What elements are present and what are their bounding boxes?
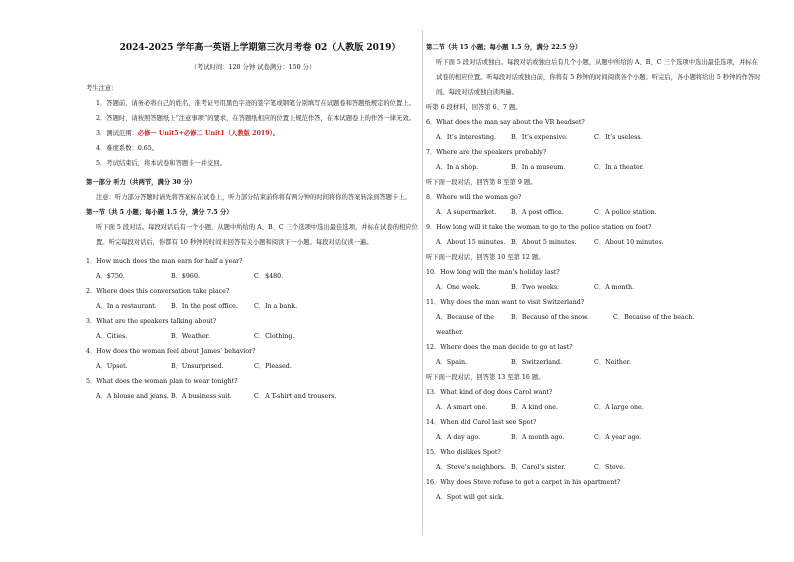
options <box>86 269 420 284</box>
option-a: A．One week. <box>436 284 481 291</box>
option-b: B．Carol’s sister. <box>511 464 566 471</box>
option-b: B．Because of the snow. <box>511 314 589 321</box>
question-text: 2．Where does this conversation take place? <box>86 288 230 295</box>
question-text: 8．Where will the woman go? <box>426 194 522 201</box>
option-c: C．A large one. <box>594 404 644 411</box>
option-c: C．In a theater. <box>594 164 645 171</box>
option-a: A．Because of the weather. <box>436 314 494 336</box>
question-text: 16．Why does Steve refuse to get a carpet in his apartment? <box>426 479 621 486</box>
option-c: C．Steve. <box>594 464 625 471</box>
option-c: C．It’s useless. <box>594 134 643 141</box>
part1-intro: 注意：听力部分答题时请先将答案标在试卷上，听力部分结束前你将有两分钟的时间将你的答案转涂到答题卡上。 <box>96 194 411 201</box>
option-b: B．About 5 minutes. <box>511 239 577 246</box>
option-a: A．Steve’s neighbors. <box>436 464 506 471</box>
option-b: B．A month ago. <box>511 434 565 441</box>
notice-item-5: 5．考试结束后，将本试卷和答题卡一并交回。 <box>96 160 226 167</box>
notice-item-4: 4．难度系数：0.65。 <box>96 145 159 152</box>
options <box>426 280 764 295</box>
question-14 <box>426 415 764 445</box>
option-a: A．It’s interesting. <box>436 134 497 141</box>
option-c: C．Neither. <box>594 359 631 366</box>
scope-value: 必修一 Unit5+必修二 Unit1（人教版 2019）。 <box>137 130 280 137</box>
section2-heading: 第二节（共 15 小题；每小题 1.5 分，满分 22.5 分） <box>426 44 582 51</box>
lead-text: 听下面一段对话，回答第 13 至第 16 题。 <box>426 374 545 381</box>
option-a: A．A supermarket. <box>436 209 497 216</box>
option-a: A．$750. <box>96 273 125 280</box>
option-c: C．A police station. <box>594 209 657 216</box>
options <box>426 355 764 370</box>
option-b: B．A kind one. <box>511 404 558 411</box>
notice-item-2: 2．答题时，请按照答题纸上“注意事项”的要求，在答题纸相应的位置上规范作答，在本试题卷上的作答一律无效。 <box>96 115 415 122</box>
question-13 <box>426 385 764 415</box>
options <box>426 130 764 145</box>
options <box>426 160 764 175</box>
question-text: 7．Where are the speakers probably? <box>426 149 547 156</box>
question-7 <box>426 145 764 175</box>
option-b: B．Unsurprised. <box>171 363 224 370</box>
option-b: B．In a museum. <box>511 164 566 171</box>
exam-info: （考试时间：120 分钟 试卷满分：150 分） <box>190 64 316 71</box>
column-divider <box>422 30 423 535</box>
question-12 <box>426 340 764 370</box>
notice-heading: 考生注意： <box>86 85 118 92</box>
options <box>426 205 764 220</box>
option-a: A．Spain. <box>436 359 468 366</box>
option-a: A．In a shop. <box>436 164 479 171</box>
question-text: 5．What does the woman plan to wear tonight? <box>86 378 238 385</box>
option-c: C．A year ago. <box>594 434 642 441</box>
question-16 <box>426 475 764 505</box>
option-c: C．Clothing. <box>254 333 295 340</box>
options <box>426 460 764 475</box>
option-b: B．Weather. <box>171 333 210 340</box>
option-c: C．A month. <box>594 284 635 291</box>
option-b: B．In the post office. <box>171 303 238 310</box>
option-c: C．A T-shirt and trousers. <box>254 393 337 400</box>
option-c: C．In a bank. <box>254 303 298 310</box>
options <box>86 359 420 374</box>
question-8 <box>426 190 764 220</box>
question-3 <box>86 314 420 344</box>
option-a: A．A smart one. <box>436 404 488 411</box>
option-a: A．In a restaurant. <box>96 303 157 310</box>
question-15 <box>426 445 764 475</box>
page-title: 2024-2025 学年高一英语上学期第三次月考卷 02（人教版 2019） <box>119 43 401 53</box>
option-a: A．Cities. <box>96 333 128 340</box>
option-b: B．It’s expensive. <box>511 134 568 141</box>
option-a: A．Spot will get sick. <box>436 494 504 501</box>
option-a: A．A blouse and jeans. <box>96 393 169 400</box>
right-column <box>426 40 764 505</box>
option-c: C．About 10 minutes. <box>594 239 664 246</box>
question-text: 15．Who dislikes Spot? <box>426 449 501 456</box>
question-text: 10．How long will the man’s holiday last? <box>426 269 560 276</box>
options <box>86 389 420 404</box>
option-c: C．Because of the beach. <box>613 314 695 321</box>
options <box>426 400 764 415</box>
option-b: B．A post office. <box>511 209 564 216</box>
option-a: A．A day ago. <box>436 434 481 441</box>
notice-item-3 <box>86 126 420 141</box>
question-10 <box>426 265 764 295</box>
option-c: C．$480. <box>254 273 284 280</box>
section1-heading: 第一节（共 5 小题；每小题 1.5 分，满分 7.5 分） <box>86 209 233 216</box>
section1-intro: 听下面 5 段对话。每段对话后有一个小题，从题中所给的 A、B、C 三个选项中选出最佳选项，并标在试卷的相应位置。听完每段对话后，你都有 10 秒钟的时间来回答有关小题和阅读下一小题。每段对话仅读一遍。 <box>96 224 418 246</box>
option-b: B．Two weeks. <box>511 284 559 291</box>
section2-intro: 听下面 5 段对话或独白。每段对话或独白后有几个小题，从题中所给的 A、B、C 三个选项中选出最佳选项，并标在试卷的相应位置。听每段对话或独白前，你将有 5 秒钟的时间阅读各个小题；听完后，各小题将给出 5 秒钟的作答时间。每段对话或独白读两遍。 <box>436 59 761 96</box>
lead-text: 听下面一段对话，回答第 10 至第 12 题。 <box>426 254 545 261</box>
notice-item-1: 1．答题前，请务必将自己的姓名、准考证号用黑色字迹的签字笔或钢笔分别填写在试题卷和答题纸规定的位置上。 <box>96 100 415 107</box>
option-a: A．Upset. <box>96 363 128 370</box>
question-text: 13．What kind of dog does Carol want? <box>426 389 553 396</box>
question-text: 6．What does the man say about the VR headset? <box>426 119 585 126</box>
question-4 <box>86 344 420 374</box>
option-b: B．Switzerland. <box>511 359 563 366</box>
question-1 <box>86 254 420 284</box>
lead-text: 听第 6 段材料，回答第 6、7 题。 <box>426 104 522 111</box>
options <box>86 299 420 314</box>
question-6 <box>426 115 764 145</box>
option-b: B．A business suit. <box>171 393 232 400</box>
left-column <box>86 40 420 404</box>
options <box>426 430 764 445</box>
question-text: 14．When did Carol last see Spot? <box>426 419 537 426</box>
question-text: 12．Where does the man decide to go at last? <box>426 344 573 351</box>
question-text: 3．What are the speakers talking about? <box>86 318 217 325</box>
question-text: 4．How does the woman feel about James’ behavior? <box>86 348 256 355</box>
question-text: 1．How much does the man earn for half a year? <box>86 258 243 265</box>
question-text: 11．Why does the man want to visit Switzerland? <box>426 299 585 306</box>
option-a: A．About 15 minutes. <box>436 239 506 246</box>
part1-heading: 第一部分 听力（共两节，满分 30 分） <box>86 179 196 186</box>
question-5 <box>86 374 420 404</box>
options <box>426 235 764 250</box>
lead-text: 听下面一段对话，回答第 8 至第 9 题。 <box>426 179 537 186</box>
question-text: 9．How long will it take the woman to go to the police station on foot? <box>426 224 652 231</box>
question-2 <box>86 284 420 314</box>
question-11 <box>426 295 764 340</box>
options <box>426 490 764 505</box>
options <box>86 329 420 344</box>
options <box>426 310 764 340</box>
option-b: B．$960. <box>171 273 200 280</box>
option-c: C．Pleased. <box>254 363 292 370</box>
question-9 <box>426 220 764 250</box>
scope-label: 3．测试范围： <box>96 130 138 137</box>
